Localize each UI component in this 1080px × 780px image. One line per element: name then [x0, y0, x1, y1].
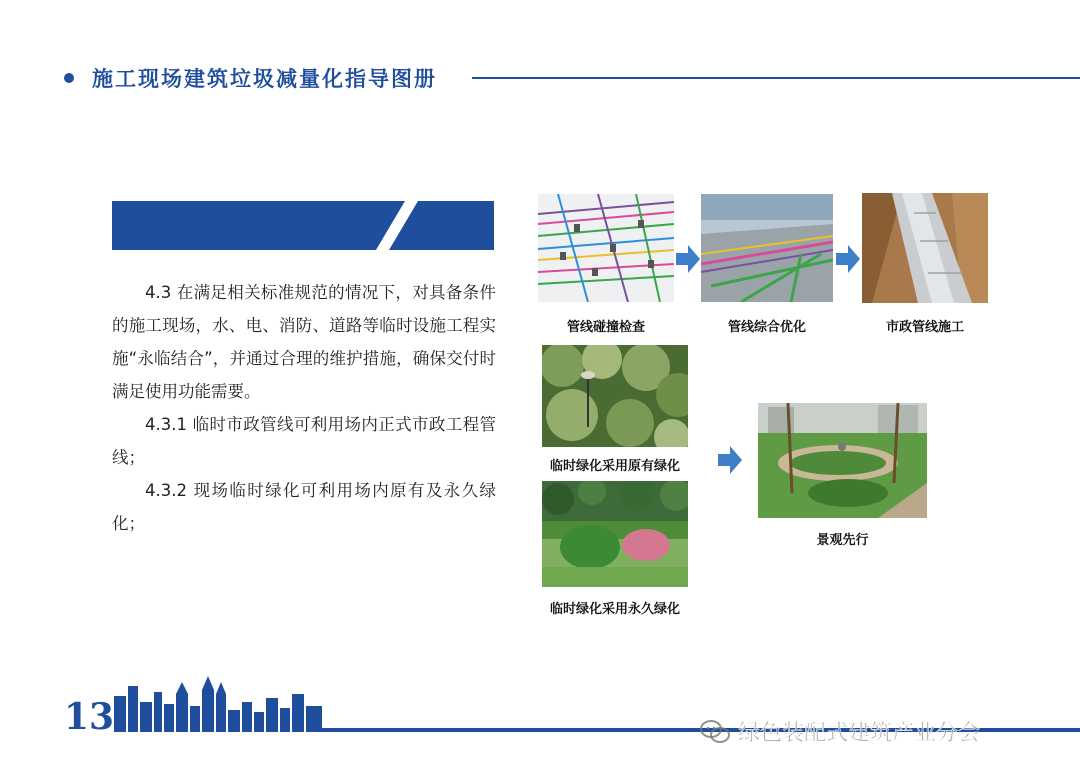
- photo-pipe-optimize: [701, 194, 833, 302]
- photo-pipe-collision: [538, 194, 674, 302]
- page-header: [0, 0, 1080, 110]
- caption-green-existing: 临时绿化采用原有绿化: [549, 459, 680, 474]
- skyline-graphic: [114, 676, 324, 732]
- page-title: 施工现场建筑垃圾减量化指导图册: [92, 66, 437, 91]
- caption-landscape-first: 景观先行: [816, 533, 869, 548]
- photo-green-existing: [542, 345, 688, 447]
- header-rule: [472, 77, 1080, 79]
- body-text: [112, 276, 496, 540]
- arrow-right-icon: [836, 245, 860, 273]
- caption-green-permanent: 临时绿化采用永久绿化: [549, 602, 680, 617]
- arrow-right-icon: [676, 245, 700, 273]
- caption-pipe-optimize: 管线综合优化: [727, 320, 806, 335]
- paragraph-4-3-2: 4.3.2 现场临时绿化可利用场内原有及永久绿化；: [112, 481, 496, 533]
- arrow-right-icon: [718, 446, 742, 474]
- page-number: 13: [64, 696, 115, 738]
- photo-landscape-first: [758, 403, 927, 518]
- paragraph-4-3-1: 4.3.1 临时市政管线可利用场内正式市政工程管线；: [112, 415, 496, 467]
- wechat-watermark: [700, 716, 980, 747]
- photo-pipe-construct: [862, 193, 988, 303]
- caption-pipe-construct: 市政管线施工: [885, 320, 964, 335]
- watermark-text: 绿色装配式建筑产业分会: [738, 721, 981, 746]
- bullet-dot-icon: [64, 73, 74, 83]
- caption-pipe-collision: 管线碰撞检查: [566, 320, 645, 335]
- photo-green-permanent: [542, 481, 688, 587]
- section-banner: [112, 201, 494, 250]
- wechat-icon: [700, 719, 730, 745]
- paragraph-4-3: 4.3 在满足相关标准规范的情况下，对具备条件的施工现场，水、电、消防、道路等临时设施工程实施“永临结合”，并通过合理的维护措施，确保交付时满足使用功能需要。: [112, 283, 496, 401]
